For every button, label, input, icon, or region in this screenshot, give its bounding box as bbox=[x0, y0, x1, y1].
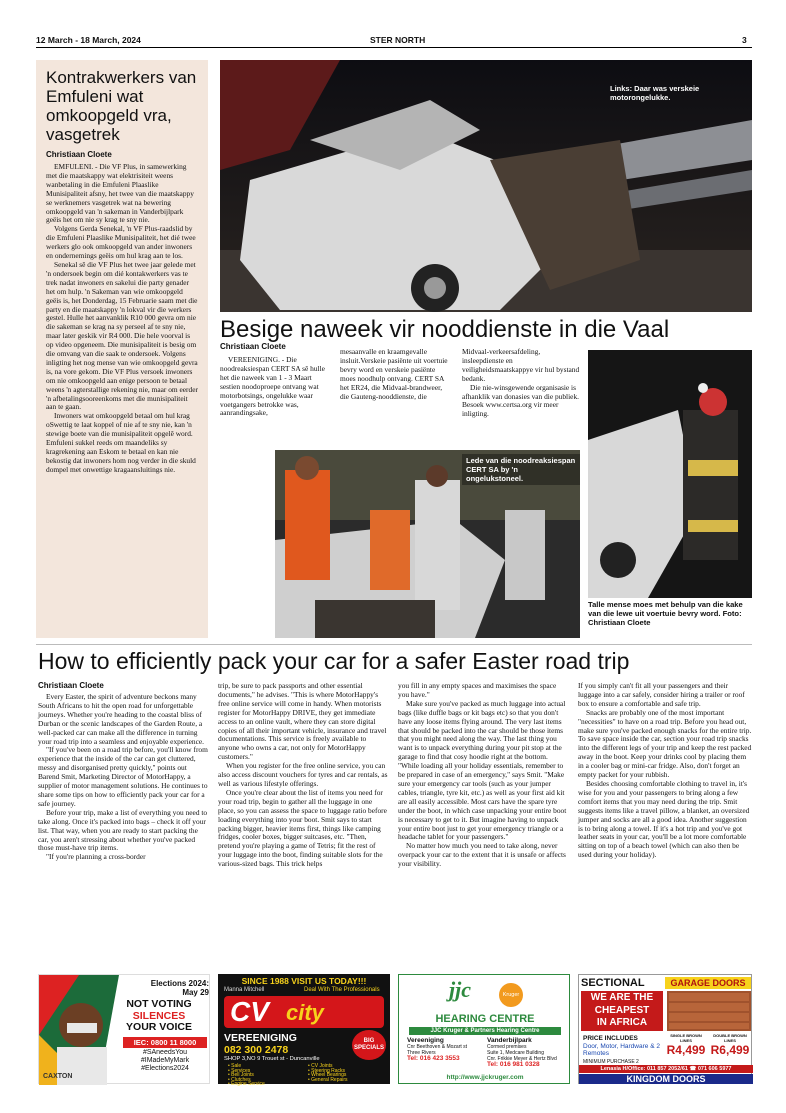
hearing-centre-url[interactable]: http://www.jjckruger.com bbox=[446, 1074, 524, 1081]
price-double-label: DOUBLE BROWN LINES bbox=[713, 1033, 747, 1043]
sidebar-article-byline: Christiaan Cloete bbox=[46, 150, 112, 159]
hearing-centre-title: HEARING CENTRE bbox=[435, 1013, 535, 1025]
paragraph: VEREENIGING. - Die noodreaksiespan CERT SA sê hulle het die naweek van 1 - 3 Maart sestien noodoproepe ontvang wat motorbotsings, ongelukke waar voetgangers betrokke was, aanrandingsake, bbox=[220, 355, 325, 418]
minimum-purchase: MINIMUM PURCHASE 2 bbox=[583, 1059, 639, 1065]
price-single-value: R4,499 bbox=[666, 1043, 706, 1057]
easter-article-title: How to efficiently pack your car for a safer Easter road trip bbox=[38, 648, 630, 674]
cv-city-services-left: • Sale • Services • Bell Joints • Clutches • Engine Service bbox=[228, 1063, 265, 1088]
paragraph: If you simply can't fit all your passengers and their luggage into a car safely, consider hiring a trailer or roof box to ensure a comfortable and safe trip. bbox=[578, 681, 745, 708]
price-single-label: SINGLE BROWN LINES bbox=[670, 1033, 702, 1043]
cv-city-phone: 082 300 2478 bbox=[224, 1044, 289, 1056]
person-illustration bbox=[39, 975, 119, 1085]
cheapest-line2: CHEAPEST bbox=[594, 1004, 650, 1016]
sectional-label: SECTIONAL bbox=[581, 977, 645, 989]
paragraph: Snacks are probably one of the most important "necessities" to have on a road trip. Before you head out, make sure you've packed enough snacks for the entire trip. To save space inside the car, section your road trip snacks into the different legs of your trip and keep the rest packed away in the boot. Keep your drinks cool by placing them in a cooler bag or mini-car fridge. Also, don't forget an empty packet for your rubbish. bbox=[578, 707, 752, 780]
garage-doors-label: GARAGE DOORS bbox=[665, 977, 751, 989]
paragraph: Senekal sê die VF Plus het twee jaar gelede met 'n ondersoek begin om dié kontakwerkers vas te trek nadat inwoners en sakelui die party genader het om hulp. 'n Sakeman van wie omkoopgeld geëis is, het Donderdag, 15 Februarie saam met die party en die maatskappy 'n lokval vir die werkers gestel. Hulle het aanvanklik R10 000 gevra om nie die sakeman se krag na sy perseel af te sny nie, maar later geskik vir R4 000. Die hele voorval is op video opgeneem. Die munisipaliteit is besig om die omvang van die saak te ondersoek. Volgens inligting het nog mense van wie omkoopgeld gevra is, na vore gekom. Die VF Plus versoek inwoners om nie omkoopgeld aan enige persoon te betaal weens 'n agterstallige rekening nie, maar om eerder 'n afbetalingsooreenkoms met die munisipaliteit aan te gaan. bbox=[46, 259, 198, 412]
elections-heading: Elections 2024: bbox=[150, 979, 209, 988]
crash-photo-caption: Links: Daar was verskeie motorongelukke. bbox=[610, 84, 700, 102]
branch-vanderbijlpark bbox=[487, 1038, 567, 1068]
kingdom-contact: Lenasia H/Office: 011 857 2052/61 ☎ 071 606 5977 bbox=[579, 1065, 753, 1073]
crash-photo bbox=[220, 60, 752, 312]
price-includes-detail: Door, Motor, Hardware & 2 Remotes bbox=[583, 1043, 660, 1057]
elections-line3: YOUR VOICE bbox=[126, 1021, 192, 1033]
paragraph: Make sure you've packed as much luggage into actual bags (like duffle bags or kit bags etc) so that you don't have any loose items flying around. The very last items that should be packed into the car should be those items that you might need along the way. The last thing you want is to unpack everything during your pit stop at the garage to find that cosy hoodie right at the bottom. "While loading all your holiday essentials, remember to be prepared in case of an emergency," says Smit. "Make sure your emergency car tools (such as your jumper cables, triangle, tyre kit, etc.) as well as your first aid kit are all easily accessible. Most cars have the spare tyre under the boot, in which case unpacking your entire boot is necessary to get to it. But imagine having to unpack your entire boot just to get your emergency triangle or a headache tablet for your passengers." bbox=[398, 698, 567, 842]
cv-city-town: VEREENIGING bbox=[224, 1032, 297, 1044]
elections-hashtags: #SAneedsYou #IMadeMyMark #Elections2024 bbox=[140, 1049, 190, 1072]
price-includes-label: PRICE INCLUDES bbox=[583, 1035, 638, 1042]
paragraph: Every Easter, the spirit of adventure beckons many South Africans to hit the open road for unforgettable journeys. Whether you're heading to the coastal bliss of Durban or the scenic landscapes of the Garden Route, a well-packed car can make all the difference in turning your road trip into a seamless and enjoyable experience. bbox=[38, 692, 205, 746]
caxton-logo: CAXTON bbox=[43, 1073, 73, 1080]
branch-address: Cnr Beethoven & Mozart st Three Rivers bbox=[407, 1044, 468, 1056]
header-rule bbox=[36, 47, 752, 48]
branch-address: Cormed premises Suite 1, Medcare Building Cnr. Frikkie Meyer & Hertz Blvd bbox=[487, 1044, 557, 1062]
vaal-article-column bbox=[340, 348, 452, 446]
paragraph: Inwoners wat omkoopgeld betaal om hul krag oSwettig te laat koppel of nie af te sny nie, kan 'n stewige boete van die munisipaliteit opgelê word. Emfuleni sukkel reeds om maandeliks sy kragrekening aan Eskom te betaal en kan nie bekostig dat inwoners hom nog verder in die skuld dompel met onwettige kragaansluitings nie. bbox=[46, 411, 196, 474]
price-double bbox=[709, 1033, 751, 1057]
elections-line2: SILENCES bbox=[132, 1009, 186, 1022]
elections-ad[interactable] bbox=[38, 974, 210, 1084]
paragraph: Besides choosing comfortable clothing to travel in, it's wise for you and your passengers to bring along a few comfort items that you may need during the trip. Smit suggests items like a travel pillow, a blanket, an oversized jumper and socks are all a good idea. Another suggestion is to bring along a towel. If it's a hot trip and you've got leather seats in your car, you'll be a lot more comfortable sitting on top of a beach towel (which can also then be used during your holiday). bbox=[578, 778, 750, 860]
paragraph: "If you're planning a cross-border bbox=[46, 852, 146, 862]
sidebar-article bbox=[36, 60, 208, 638]
kruger-badge: Kruger bbox=[499, 983, 523, 1007]
paragraph: Midvaal-verkeersafdeling, insleepdienste en veiligheidsmaatskappye vir hul bystand bedank. bbox=[462, 347, 580, 383]
paragraph: When you register for the free online service, you can also access discount vouchers for tyres and car rentals, as well as various lifestyle offerings. bbox=[218, 761, 388, 788]
paragraph: Die nie-winsgewende organisasie is afhanklik van donasies van die publiek. Besoek www.certsa.org vir meer inligting. bbox=[462, 382, 579, 419]
rescue-team-photo-caption: Lede van die noodreaksiespan CERT SA by 'n ongelukstoneel. bbox=[462, 454, 580, 485]
garage-door-illustration bbox=[667, 991, 751, 1031]
cheapest-banner bbox=[581, 991, 663, 1031]
cv-city-contact-name: Manna Mitchell bbox=[224, 987, 265, 993]
easter-article-column bbox=[218, 682, 388, 965]
branch-phone: Tel: 016 981 0328 bbox=[487, 1061, 540, 1068]
cv-city-ad[interactable] bbox=[218, 974, 390, 1088]
cv-city-logo-city: city bbox=[286, 1000, 324, 1025]
paragraph: No matter how much you need to take along, never overpack your car to the extent that it is unsafe or affects your visibility. bbox=[398, 841, 566, 869]
section-divider bbox=[36, 644, 752, 645]
paragraph: mesaanvalle en kraamgevalle insluit.Verskeie pasiënte uit voertuie bevry word en verskeie pasiënte moes noodhulp ontvang. CERT SA het ER24, die Midvaal-brandweer, die Gauteng-nooddienste, die bbox=[340, 347, 448, 401]
issue-date: 12 March - 18 March, 2024 bbox=[36, 35, 141, 45]
kingdom-doors-ad[interactable] bbox=[578, 974, 752, 1084]
jaws-of-life-photo-caption: Talle mense moes met behulp van die kake van die lewe uit voertuie bevry word. Foto: Christiaan Cloete bbox=[588, 600, 743, 627]
cheapest-line3: IN AFRICA bbox=[596, 1017, 648, 1028]
paper-name: STER NORTH bbox=[370, 35, 426, 45]
branch-town: Vanderbijlpark bbox=[487, 1037, 532, 1044]
cv-city-banner: SINCE 1988 VISIT US TODAY!!! bbox=[218, 974, 390, 988]
jaws-of-life-photo-image bbox=[588, 350, 752, 598]
hearing-centre-ad[interactable] bbox=[398, 974, 570, 1084]
paragraph: trip, be sure to pack passports and other essential documents," he advises. "This is where MotorHappy's free online service will come in handy. When motorists register for MotorHappy DRIVE, they get immediate access to an online vault, where they can store digital copies of all their important vehicle, insurance and travel documentations. This service is freely available to anyone who owns a car, not only for MotorHappy customers." bbox=[218, 681, 387, 762]
sidebar-article-body bbox=[46, 163, 198, 475]
vaal-article-column bbox=[220, 356, 332, 446]
paragraph: EMFULENI. - Die VF Plus, in samewerking met die maatskappy wat elektrisiteit weens wanbetaling in die Emfuleni Plaaslike Munisipaliteit afsny, het twee van die maatskappy se werknemers vasgetrek wat na bewering omkoopgeld van 'n sakeman in Vanderbijlpark geëis het om nie sy krag te sny nie. bbox=[46, 162, 194, 225]
sidebar-article-title: Kontrakwerkers van Emfuleni wat omkoopgeld vra, vasgetrek bbox=[46, 68, 197, 144]
jjc-logo: jjc bbox=[449, 977, 471, 1002]
cv-city-services-right: • CV Joints • Steering Racks • Wheel Bearings • General Repairs bbox=[308, 1063, 348, 1083]
paragraph: you fill in any empty spaces and maximises the space you have." bbox=[398, 681, 557, 699]
easter-article-column bbox=[398, 682, 568, 965]
vaal-article-byline: Christiaan Cloete bbox=[220, 342, 286, 351]
branch-phone: Tel: 016 423 3553 bbox=[407, 1055, 460, 1062]
cv-city-address: SHOP 3,NO 9 Trouet st - Duncanville bbox=[224, 1056, 320, 1062]
paragraph: Volgens Gerda Senekal, 'n VF Plus-raadslid by die Emfuleni Plaaslike Munisipaliteit, het dié twee werkers glo ook omkoopgeld van ander inwoners en ondernemings geëis om hul krag aan te los. bbox=[46, 224, 196, 261]
rescue-team-photo bbox=[275, 450, 580, 638]
vaal-article-column bbox=[462, 348, 580, 446]
cv-city-logo-cv: CV bbox=[230, 996, 269, 1027]
price-single bbox=[665, 1033, 707, 1057]
price-double-value: R6,499 bbox=[710, 1043, 750, 1057]
easter-article-column bbox=[578, 682, 752, 965]
hearing-centre-subtitle: JJC Kruger & Partners Hearing Centre bbox=[409, 1027, 561, 1035]
easter-article-column bbox=[38, 693, 208, 965]
paragraph: Once you're clear about the list of items you need for your road trip, begin to gather all the luggage in one place, so you can assess the space to luggage ratio before loading everything into your boot. Smit says to start packing bigger, heavier items first, things like camping fridges, cooler boxes, bigger suitcases, etc. "Then, pretend you're playing a game of Tetris; fit the rest of your luggage into the boot, finding suitable slots for the various-sized bags. This trick helps bbox=[218, 787, 387, 869]
branch-vereeniging bbox=[407, 1038, 485, 1062]
cv-city-specials-badge: BIG SPECIALS bbox=[352, 1030, 386, 1060]
cv-city-deal: Deal With The Professionals bbox=[304, 987, 380, 993]
cheapest-line1: WE ARE THE bbox=[590, 992, 654, 1003]
page-number: 3 bbox=[742, 35, 747, 45]
jaws-of-life-photo bbox=[588, 350, 752, 598]
vaal-article-title: Besige naweek vir nooddienste in die Vaal bbox=[220, 316, 670, 343]
branch-town: Vereeniging bbox=[407, 1037, 444, 1044]
paragraph: Before your trip, make a list of everything you need to take along. Once it's packed into bags – check it off your list. That way, when you are ready to start packing the car, you aren't stressing about whether you've packed those must-have trip items. bbox=[38, 807, 208, 853]
elections-date: May 29 bbox=[182, 988, 209, 997]
iec-hotline: IEC: 0800 11 8000 bbox=[123, 1037, 207, 1048]
paragraph: "If you've been on a road trip before, you'll know from experience that the inside of the car can get cluttered, messy and disorganised pretty quickly," points out Barend Smit, Marketing Director of MotorHappy, a supplier of motor management solutions. He continues to share some tips on how to efficiently pack your car for a safe journey. bbox=[38, 745, 208, 808]
easter-article-byline: Christiaan Cloete bbox=[38, 681, 104, 690]
kingdom-doors-brand: KINGDOM DOORS bbox=[579, 1074, 753, 1084]
elections-line1: NOT VOTING bbox=[126, 998, 192, 1010]
cv-city-logo bbox=[224, 996, 384, 1028]
